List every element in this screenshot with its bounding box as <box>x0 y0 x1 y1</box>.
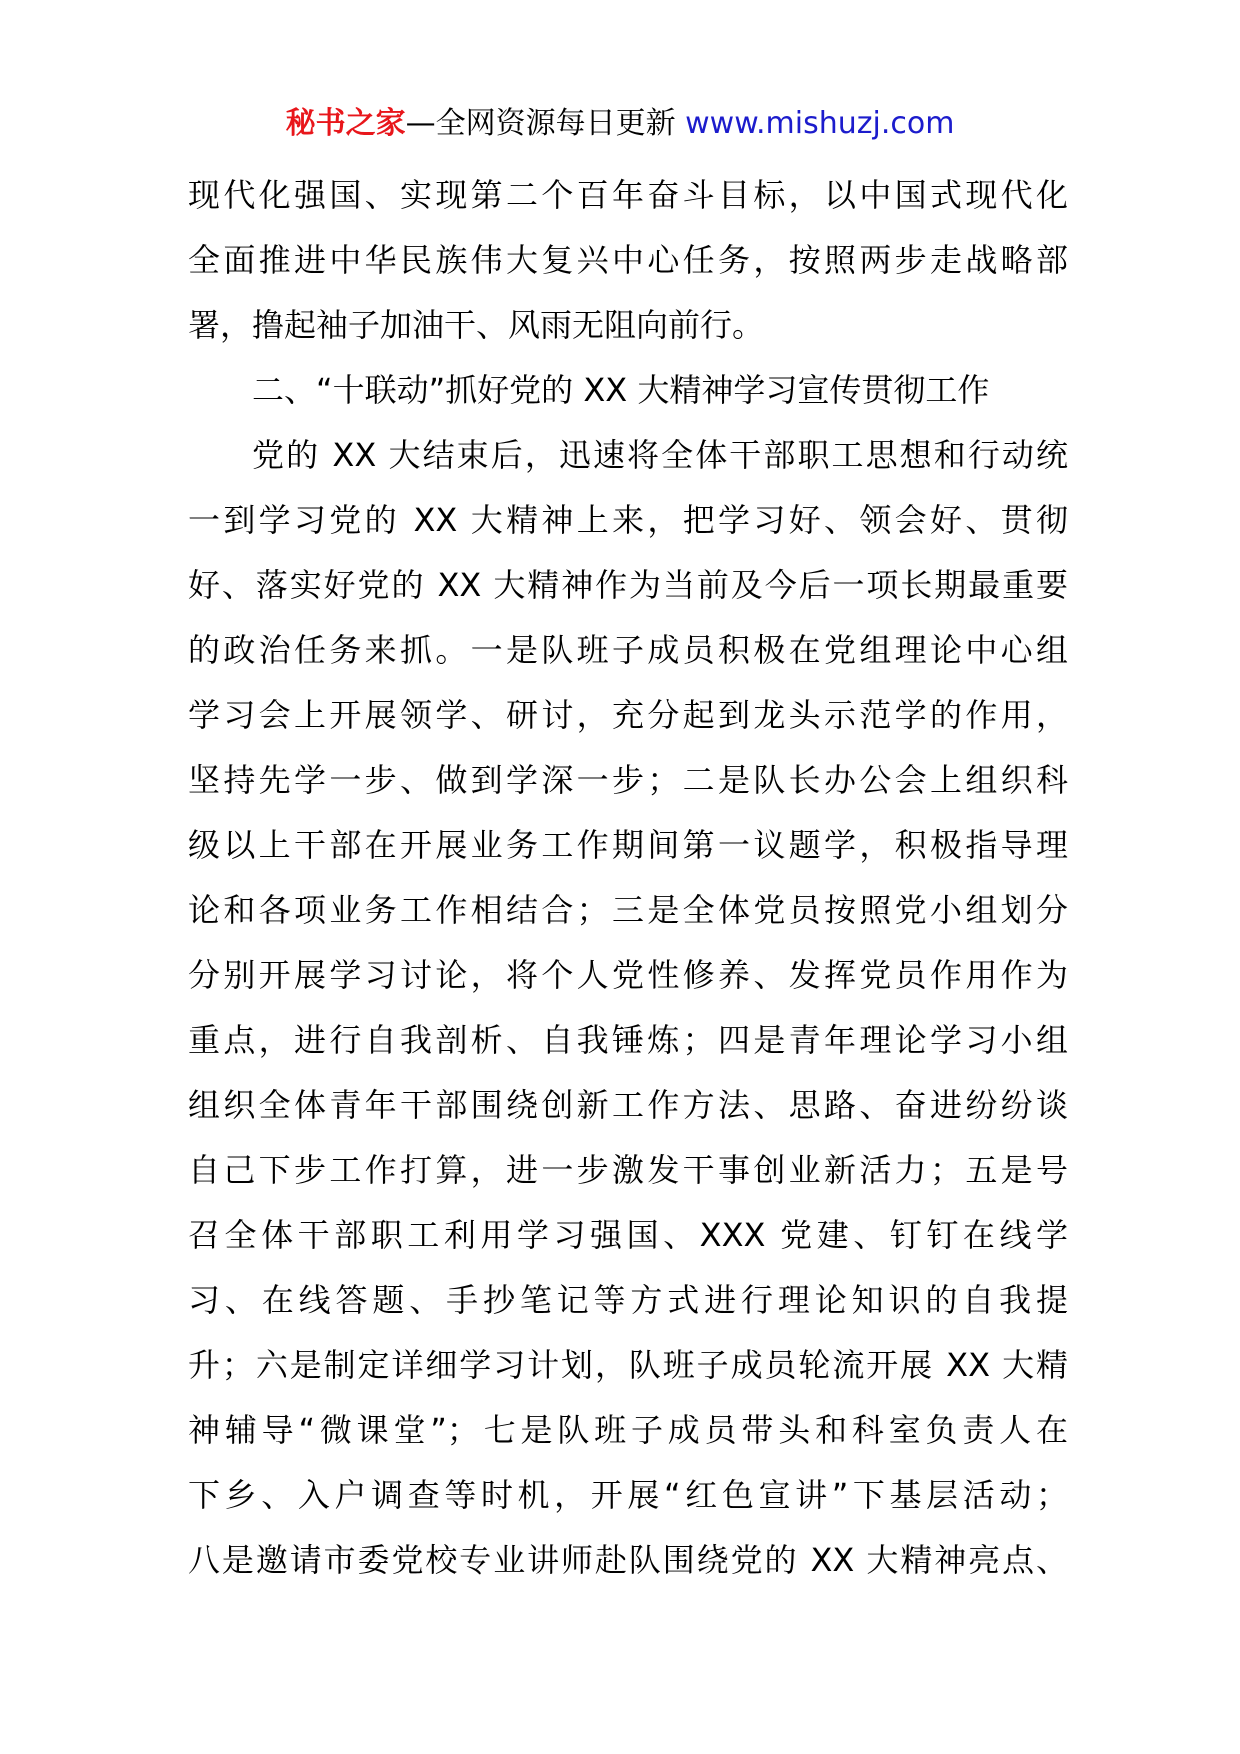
text-line: 署，撸起袖子加油干、风雨无阻向前行。 <box>188 306 765 344</box>
header-slogan: —全网资源每日更新 <box>405 106 676 141</box>
brand-name: 秘书之家 <box>285 106 406 141</box>
text-line: 神辅导“微课堂”；七是队班子成员带头和科室负责人在 <box>188 1411 1068 1449</box>
text-line: 升；六是制定详细学习计划，队班子成员轮流开展 XX 大精 <box>188 1346 1068 1384</box>
text-line: 现代化强国、实现第二个百年奋斗目标，以中国式现代化 <box>188 176 1068 214</box>
text-line: 好、落实好党的 XX 大精神作为当前及今后一项长期最重要 <box>188 566 1068 604</box>
document-body <box>188 163 1068 1593</box>
text-line: 自己下步工作打算，进一步激发干事创业新活力；五是号 <box>188 1151 1068 1189</box>
text-line: 全面推进中华民族伟大复兴中心任务，按照两步走战略部 <box>188 241 1068 279</box>
text-line: 学习会上开展领学、研讨，充分起到龙头示范学的作用， <box>188 696 1068 734</box>
text-line: 论和各项业务工作相结合；三是全体党员按照党小组划分 <box>188 891 1068 929</box>
section-heading: 二、“十联动”抓好党的 XX 大精神学习宣传贯彻工作 <box>252 371 990 409</box>
text-line: 分别开展学习讨论，将个人党性修养、发挥党员作用作为 <box>188 956 1068 994</box>
page-header <box>0 102 1240 146</box>
text-line: 习、在线答题、手抄笔记等方式进行理论知识的自我提 <box>188 1281 1068 1319</box>
site-url-link[interactable]: www.mishuzj.com <box>685 106 955 141</box>
text-line: 下乡、入户调查等时机，开展“红色宣讲”下基层活动； <box>188 1476 1068 1514</box>
text-line: 八是邀请市委党校专业讲师赴队围绕党的 XX 大精神亮点、 <box>188 1541 1068 1579</box>
text-line: 召全体干部职工利用学习强国、XXX 党建、钉钉在线学 <box>188 1216 1068 1254</box>
text-line: 党的 XX 大结束后，迅速将全体干部职工思想和行动统 <box>252 436 1068 474</box>
text-line: 级以上干部在开展业务工作期间第一议题学，积极指导理 <box>188 826 1068 864</box>
text-line: 一到学习党的 XX 大精神上来，把学习好、领会好、贯彻 <box>188 501 1068 539</box>
text-line: 重点，进行自我剖析、自我锤炼；四是青年理论学习小组 <box>188 1021 1068 1059</box>
text-line: 坚持先学一步、做到学深一步；二是队长办公会上组织科 <box>188 761 1068 799</box>
text-line: 的政治任务来抓。一是队班子成员积极在党组理论中心组 <box>188 631 1068 669</box>
text-line: 组织全体青年干部围绕创新工作方法、思路、奋进纷纷谈 <box>188 1086 1068 1124</box>
